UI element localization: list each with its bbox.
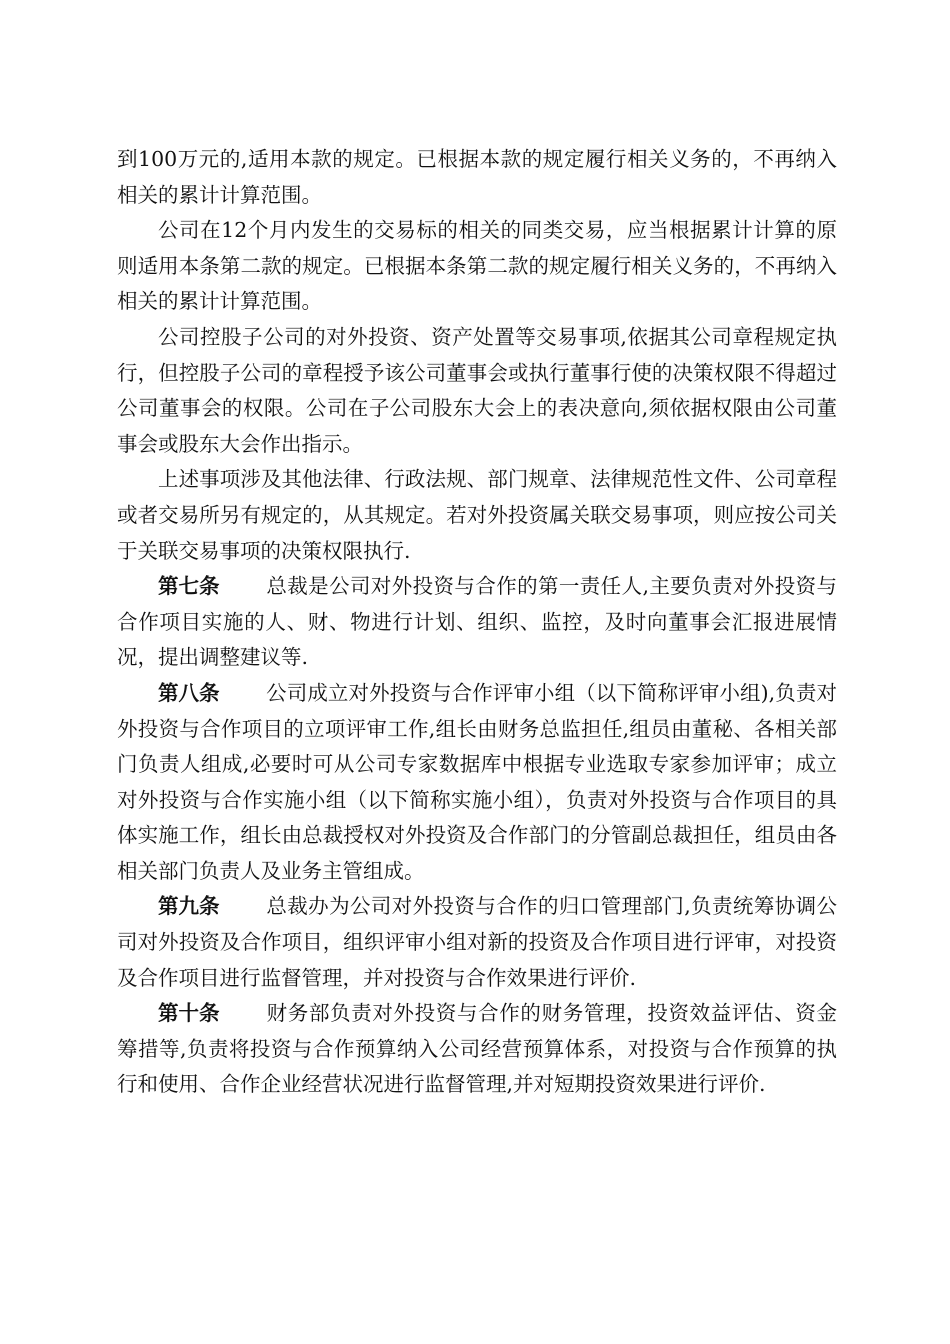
article-7 xyxy=(117,569,837,676)
article-10-text: 财务部负责对外投资与合作的财务管理，投资效益评估、资金筹措等,负责将投资与合作预算纳入公司经营预算体系，对投资与合作预算的执行和使用、合作企业经营状况进行监督管理,并对短期投资效果进行评价. xyxy=(117,1001,837,1097)
paragraph-other-regulations: 上述事项涉及其他法律、行政法规、部门规章、法律规范性文件、公司章程或者交易所另有规定的，从其规定。若对外投资属关联交易事项，则应按公司关于关联交易事项的决策权限执行. xyxy=(117,467,837,563)
article-9 xyxy=(117,889,837,996)
article-9-text: 总裁办为公司对外投资与合作的归口管理部门,负责统筹协调公司对外投资及合作项目，组织评审小组对新的投资及合作项目进行评审，对投资及合作项目进行监督管理，并对投资与合作效果进行评价. xyxy=(117,894,837,990)
article-10-number: 第十条 xyxy=(158,1001,220,1026)
article-10 xyxy=(117,996,837,1103)
article-9-number: 第九条 xyxy=(158,894,220,919)
article-7-number: 第七条 xyxy=(158,574,220,599)
article-8 xyxy=(117,676,837,890)
article-8-number: 第八条 xyxy=(158,680,220,705)
article-8-text: 公司成立对外投资与合作评审小组（以下简称评审小组),负责对外投资与合作项目的立项评审工作,组长由财务总监担任,组员由董秘、各相关部门负责人组成,必要时可从公司专家数据库中根据专业选取专家参加评审；成立对外投资与合作实施小组（以下简称实施小组），负责对外投资与合作项目的具体实施工作，组长由总裁授权对外投资及合作部门的分管副总裁担任，组员由各相关部门负责人及业务主管组成。 xyxy=(117,680,837,883)
article-7-text: 总裁是公司对外投资与合作的第一责任人,主要负责对外投资与合作项目实施的人、财、物进行计划、组织、监控，及时向董事会汇报进展情况，提出调整建议等. xyxy=(117,574,837,670)
paragraph-subsidiary-transactions: 公司控股子公司的对外投资、资产处置等交易事项,依据其公司章程规定执行，但控股子公司的章程授予该公司董事会或执行董事行使的决策权限不得超过公司董事会的权限。公司在子公司股东大会上的表决意向,须依据权限由公司董事会或股东大会作出指示。 xyxy=(117,324,837,456)
paragraph-continuation: 到100万元的,适用本款的规定。已根据本款的规定履行相关义务的，不再纳入相关的累计计算范围。 xyxy=(117,147,837,207)
document-page xyxy=(117,142,837,1103)
paragraph-cumulative-calculation: 公司在12个月内发生的交易标的相关的同类交易，应当根据累计计算的原则适用本条第二款的规定。已根据本条第二款的规定履行相关义务的，不再纳入相关的累计计算范围。 xyxy=(117,218,837,314)
